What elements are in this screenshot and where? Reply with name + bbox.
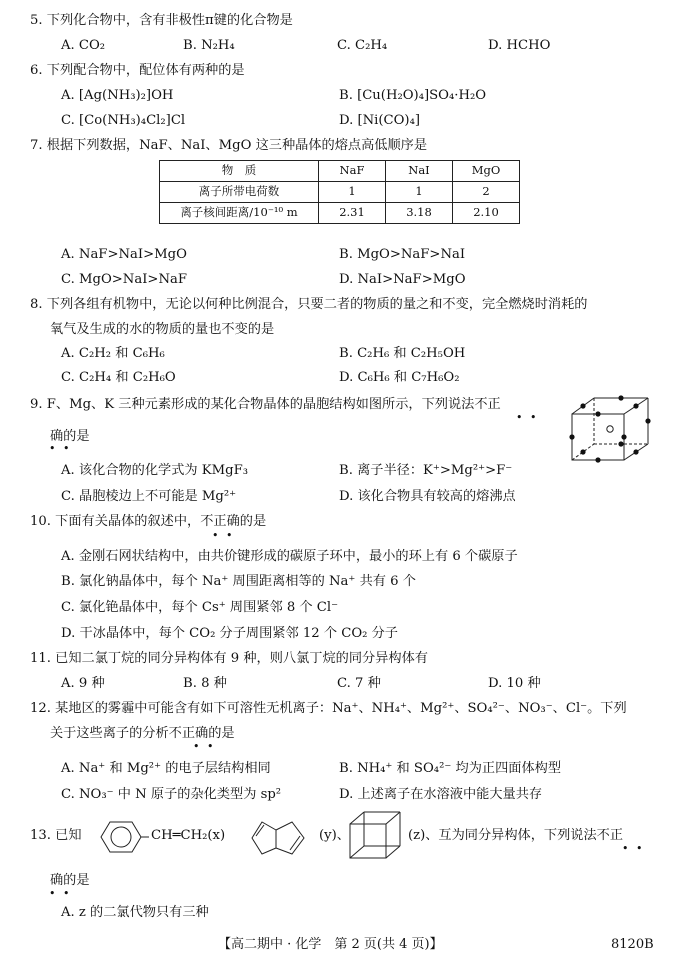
q8-stem-line2: 氧气及生成的水的物质的量也不变的是 [50, 322, 275, 337]
q9-option-c: C. 晶胞棱边上不可能是 Mg²⁺ [61, 489, 237, 504]
q6-option-b: B. [Cu(H₂O)₄]SO₄·H₂O [339, 88, 487, 103]
q5-option-d: D. HCHO [488, 38, 551, 53]
paper-code: 8120B [611, 937, 654, 952]
q12-option-a: A. Na⁺ 和 Mg²⁺ 的电子层结构相同 [61, 761, 271, 776]
q13-prefix: 13. 已知 [30, 828, 82, 843]
page-footer: 【高二期中 · 化学 第 2 页(共 4 页)】 [218, 937, 443, 952]
table-cell: 离子所带电荷数 [160, 182, 319, 203]
q5-stem: 5. 下列化合物中，含有非极性π键的化合物是 [30, 13, 293, 28]
emphasis-dots: • • [516, 411, 539, 424]
table-header-cell: 物 质 [160, 161, 319, 182]
q9-option-b: B. 离子半径：K⁺>Mg²⁺>F⁻ [339, 463, 513, 478]
q8-option-b: B. C₂H₆ 和 C₂H₅OH [339, 346, 466, 361]
q7-data-table [159, 160, 520, 224]
q6-stem: 6. 下列配合物中，配位体有两种的是 [30, 63, 245, 78]
table-row [160, 161, 520, 182]
cubane-z-figure [346, 808, 406, 862]
q9-option-d: D. 该化合物具有较高的熔沸点 [339, 489, 516, 504]
table-header-cell: NaI [386, 161, 453, 182]
q10-option-a: A. 金刚石网状结构中，由共价键形成的碳原子环中，最小的环上有 6 个碳原子 [61, 549, 518, 564]
q10-option-c: C. 氯化铯晶体中，每个 Cs⁺ 周围紧邻 8 个 Cl⁻ [61, 600, 339, 615]
q7-stem: 7. 根据下列数据，NaF、NaI、MgO 这三种晶体的熔点高低顺序是 [30, 138, 428, 153]
q13-y-label: (y)、 [319, 828, 350, 843]
q11-option-d: D. 10 种 [488, 676, 541, 691]
q11-option-c: C. 7 种 [337, 676, 381, 691]
table-header-cell: MgO [453, 161, 520, 182]
q8-option-d: D. C₆H₆ 和 C₇H₆O₂ [339, 370, 460, 385]
table-cell: 1 [319, 182, 386, 203]
q9-stem-line2: 确的是 [50, 429, 90, 444]
q6-option-d: D. [Ni(CO)₄] [339, 113, 421, 128]
q12-stem-line1: 12. 某地区的雾霾中可能含有如下可溶性无机离子：Na⁺、NH₄⁺、Mg²⁺、SO₄²⁻、NO₃⁻、Cl⁻。下列 [30, 701, 627, 716]
crystal-cell-figure [566, 394, 656, 466]
q13-z-label: (z)、互为同分异构体，下列说法不正 [408, 828, 624, 843]
q9-option-a: A. 该化合物的化学式为 KMgF₃ [61, 463, 249, 478]
q10-stem: 10. 下面有关晶体的叙述中，不正确的是 [30, 514, 267, 529]
emphasis-dots: • • [193, 740, 216, 753]
table-cell: 3.18 [386, 203, 453, 224]
q8-option-c: C. C₂H₄ 和 C₂H₆O [61, 370, 176, 385]
q5-option-c: C. C₂H₄ [337, 38, 388, 53]
q9-stem-line1: 9. F、Mg、K 三种元素形成的某化合物晶体的晶胞结构如图所示，下列说法不正 [30, 397, 501, 412]
q10-option-b: B. 氯化钠晶体中，每个 Na⁺ 周围距离相等的 Na⁺ 共有 6 个 [61, 574, 416, 589]
q12-option-d: D. 上述离子在水溶液中能大量共存 [339, 787, 543, 802]
q11-option-b: B. 8 种 [183, 676, 227, 691]
q13-x-label: CH═CH₂(x) [151, 828, 226, 843]
emphasis-dots: • • [622, 842, 645, 855]
q8-stem-line1: 8. 下列各组有机物中，无论以何种比例混合，只要二者的物质的量之和不变，完全燃烧时消耗的 [30, 297, 588, 312]
table-cell: 离子核间距离/10⁻¹⁰ m [160, 203, 319, 224]
bicyclic-y-figure [248, 812, 320, 862]
q12-option-b: B. NH₄⁺ 和 SO₄²⁻ 均为正四面体构型 [339, 761, 562, 776]
table-cell: 2.10 [453, 203, 520, 224]
q6-option-c: C. [Co(NH₃)₄Cl₂]Cl [61, 113, 186, 128]
q7-option-b: B. MgO>NaF>NaI [339, 247, 466, 262]
q11-stem: 11. 已知二氯丁烷的同分异构体有 9 种，则八氯丁烷的同分异构体有 [30, 651, 428, 666]
q12-stem-line2: 关于这些离子的分析不正确的是 [50, 726, 235, 741]
table-cell: 1 [386, 182, 453, 203]
q11-option-a: A. 9 种 [61, 676, 105, 691]
table-row [160, 203, 520, 224]
q7-option-a: A. NaF>NaI>MgO [61, 247, 187, 262]
q7-option-c: C. MgO>NaI>NaF [61, 272, 188, 287]
table-header-cell: NaF [319, 161, 386, 182]
styrene-benzene-figure [91, 817, 151, 857]
emphasis-dots: • • [49, 442, 72, 455]
emphasis-dots: • • [49, 887, 72, 900]
q13-option-a: A. z 的二氯代物只有三种 [61, 905, 209, 920]
table-row [160, 182, 520, 203]
q5-option-b: B. N₂H₄ [183, 38, 235, 53]
table-cell: 2 [453, 182, 520, 203]
table-cell: 2.31 [319, 203, 386, 224]
q6-option-a: A. [Ag(NH₃)₂]OH [61, 88, 174, 103]
q7-option-d: D. NaI>NaF>MgO [339, 272, 466, 287]
q13-stem-line2: 确的是 [50, 873, 90, 888]
emphasis-dots: • • [212, 529, 235, 542]
q12-option-c: C. NO₃⁻ 中 N 原子的杂化类型为 sp² [61, 787, 282, 802]
q5-option-a: A. CO₂ [61, 38, 106, 53]
q8-option-a: A. C₂H₂ 和 C₆H₆ [61, 346, 165, 361]
q10-option-d: D. 干冰晶体中，每个 CO₂ 分子周围紧邻 12 个 CO₂ 分子 [61, 626, 398, 641]
